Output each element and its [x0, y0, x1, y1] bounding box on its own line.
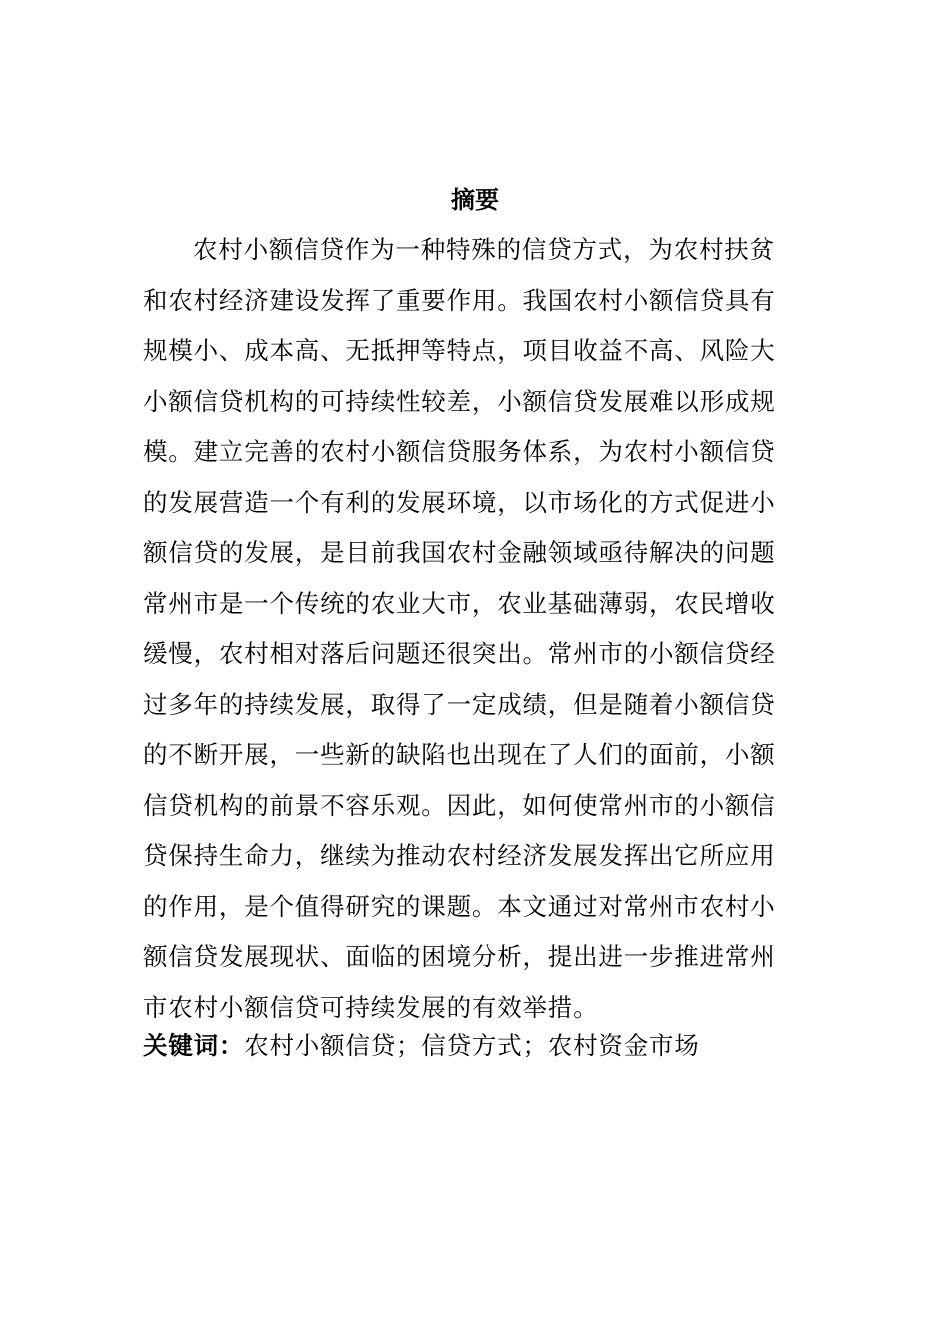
abstract-line: 额信贷发展现状、面临的困境分析，提出进一步推进常州: [143, 942, 776, 971]
abstract-line: 缓慢，农村相对落后问题还很突出。常州市的小额信贷经: [143, 639, 776, 668]
abstract-body: [143, 229, 808, 1037]
abstract-line: 模。建立完善的农村小额信贷服务体系，为农村小额信贷: [143, 437, 776, 466]
abstract-line: 农村小额信贷作为一种特殊的信贷方式，为农村扶贫: [193, 235, 775, 264]
abstract-line: 贷保持生命力，继续为推动农村经济发展发挥出它所应用: [143, 841, 776, 870]
keywords-text: 农村小额信贷；信贷方式；农村资金市场: [244, 1031, 700, 1060]
abstract-line: 和农村经济建设发挥了重要作用。我国农村小额信贷具有: [143, 285, 776, 315]
abstract-line: 常州市是一个传统的农业大市，农业基础薄弱，农民增收: [143, 588, 776, 618]
abstract-title: 摘要: [451, 186, 499, 214]
abstract-line: 的发展营造一个有利的发展环境，以市场化的方式促进小: [143, 487, 776, 517]
abstract-line: 信贷机构的前景不容乐观。因此，如何使常州市的小额信: [143, 790, 776, 820]
abstract-line: 的作用，是个值得研究的课题。本文通过对常州市农村小: [143, 891, 776, 921]
abstract-line: 过多年的持续发展，取得了一定成绩，但是随着小额信贷: [143, 689, 776, 719]
abstract-line: 市农村小额信贷可持续发展的有效举措。: [143, 992, 599, 1022]
keywords-line: [143, 1025, 808, 1067]
abstract-line: 的不断开展，一些新的缺陷也出现在了人们的面前，小额: [143, 740, 776, 769]
abstract-line: 规模小、成本高、无抵押等特点，项目收益不高、风险大: [143, 336, 776, 365]
abstract-line: 额信贷的发展，是目前我国农村金融领域亟待解决的问题: [143, 538, 776, 567]
abstract-line: 小额信贷机构的可持续性较差，小额信贷发展难以形成规: [143, 386, 776, 416]
keywords-label: 关键词：: [143, 1031, 245, 1060]
